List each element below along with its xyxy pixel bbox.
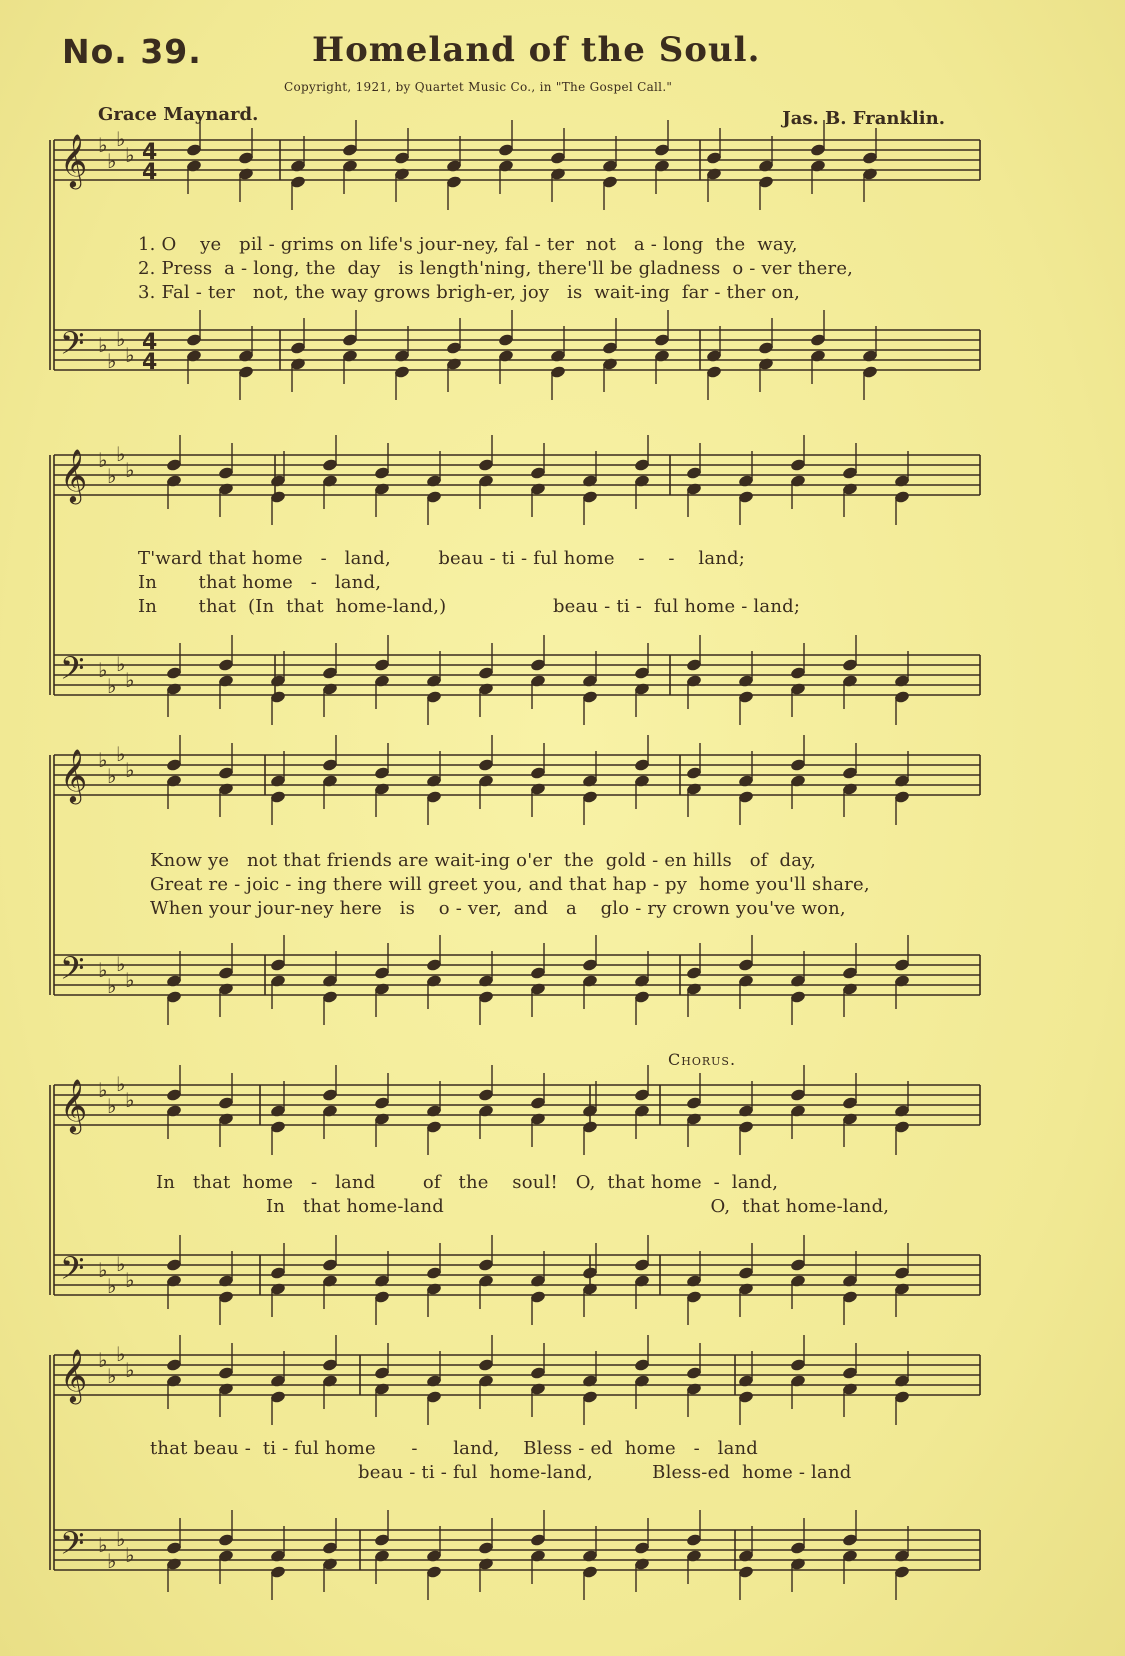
flat-sign-icon: ♭ xyxy=(125,1268,135,1292)
hymn-number: No. 39. xyxy=(62,32,202,71)
flat-sign-icon: ♭ xyxy=(125,343,135,367)
flat-sign-icon: ♭ xyxy=(125,668,135,692)
lyric-line-1-verse-1: 1. O ye pil - grims on life's jour-ney, fal - ter not a - long the way, xyxy=(138,234,798,255)
lyric-line-2-verse-3: In that (In that home-land,) beau - ti - ful home - land; xyxy=(138,596,801,617)
flat-sign-icon: ♭ xyxy=(107,674,117,698)
time-signature-top: 4 xyxy=(142,330,158,355)
treble-clef-icon: 𝄞 xyxy=(60,133,88,187)
flat-sign-icon: ♭ xyxy=(98,1533,108,1557)
lyricist-credit: Grace Maynard. xyxy=(98,104,259,125)
flat-sign-icon: ♭ xyxy=(125,1358,135,1382)
flat-sign-icon: ♭ xyxy=(125,968,135,992)
flat-sign-icon: ♭ xyxy=(125,458,135,482)
flat-sign-icon: ♭ xyxy=(116,442,126,466)
flat-sign-icon: ♭ xyxy=(98,448,108,472)
time-signature-top: 4 xyxy=(142,140,158,165)
lyric-line-3-verse-2: Great re - joic - ing there will greet you, and that hap - py home you'll share, xyxy=(150,874,870,895)
music-system-1 xyxy=(50,140,980,370)
flat-sign-icon: ♭ xyxy=(116,1252,126,1276)
flat-sign-icon: ♭ xyxy=(107,1094,117,1118)
lyric-line-1-verse-2: 2. Press a - long, the day is length'ning, there'll be gladness o - ver there, xyxy=(138,258,854,279)
flat-sign-icon: ♭ xyxy=(107,349,117,373)
flat-sign-icon: ♭ xyxy=(98,958,108,982)
flat-sign-icon: ♭ xyxy=(107,764,117,788)
flat-sign-icon: ♭ xyxy=(116,327,126,351)
lyric-line-5-main: that beau - ti - ful home - land, Bless - ed home - land xyxy=(150,1438,759,1459)
flat-sign-icon: ♭ xyxy=(98,748,108,772)
lyric-line-2-verse-1: T'ward that home - land, beau - ti - ful home - - land; xyxy=(138,548,746,569)
flat-sign-icon: ♭ xyxy=(116,1527,126,1551)
lyric-line-3-verse-1: Know ye not that friends are wait-ing o'er the gold - en hills of day, xyxy=(150,850,817,871)
chorus-label: Chorus. xyxy=(668,1050,737,1069)
bass-clef-icon: 𝄢 xyxy=(60,1525,85,1569)
flat-sign-icon: ♭ xyxy=(98,1348,108,1372)
flat-sign-icon: ♭ xyxy=(107,1364,117,1388)
flat-sign-icon: ♭ xyxy=(98,1258,108,1282)
time-signature-bottom: 4 xyxy=(142,160,158,185)
treble-clef-icon: 𝄞 xyxy=(60,1078,88,1132)
flat-sign-icon: ♭ xyxy=(107,1549,117,1573)
time-signature-bottom: 4 xyxy=(142,350,158,375)
flat-sign-icon: ♭ xyxy=(98,658,108,682)
bass-clef-icon: 𝄢 xyxy=(60,650,85,694)
flat-sign-icon: ♭ xyxy=(116,127,126,151)
flat-sign-icon: ♭ xyxy=(98,133,108,157)
flat-sign-icon: ♭ xyxy=(107,1274,117,1298)
lyric-line-4-echo: In that home-land O, that home-land, xyxy=(266,1196,890,1217)
treble-clef-icon: 𝄞 xyxy=(60,1348,88,1402)
flat-sign-icon: ♭ xyxy=(98,333,108,357)
hymn-title: Homeland of the Soul. xyxy=(312,30,761,70)
flat-sign-icon: ♭ xyxy=(125,1543,135,1567)
lyric-line-1-verse-3: 3. Fal - ter not, the way grows brigh-er, joy is wait-ing far - ther on, xyxy=(138,282,801,303)
flat-sign-icon: ♭ xyxy=(116,1072,126,1096)
composer-credit: Jas. B. Franklin. xyxy=(782,108,945,129)
flat-sign-icon: ♭ xyxy=(116,742,126,766)
flat-sign-icon: ♭ xyxy=(116,1342,126,1366)
flat-sign-icon: ♭ xyxy=(107,149,117,173)
lyric-line-5-echo: beau - ti - ful home-land, Bless-ed home - land xyxy=(358,1462,852,1483)
flat-sign-icon: ♭ xyxy=(107,974,117,998)
treble-clef-icon: 𝄞 xyxy=(60,748,88,802)
flat-sign-icon: ♭ xyxy=(125,758,135,782)
flat-sign-icon: ♭ xyxy=(116,652,126,676)
flat-sign-icon: ♭ xyxy=(116,952,126,976)
copyright-notice: Copyright, 1921, by Quartet Music Co., in "The Gospel Call." xyxy=(284,80,673,94)
flat-sign-icon: ♭ xyxy=(107,464,117,488)
lyric-line-2-verse-2: In that home - land, xyxy=(138,572,382,593)
lyric-line-3-verse-3: When your jour-ney here is o - ver, and a glo - ry crown you've won, xyxy=(150,898,846,919)
flat-sign-icon: ♭ xyxy=(98,1078,108,1102)
flat-sign-icon: ♭ xyxy=(125,143,135,167)
bass-clef-icon: 𝄢 xyxy=(60,1250,85,1294)
flat-sign-icon: ♭ xyxy=(125,1088,135,1112)
lyric-line-4-main: In that home - land of the soul! O, that home - land, xyxy=(156,1172,779,1193)
treble-clef-icon: 𝄞 xyxy=(60,448,88,502)
bass-clef-icon: 𝄢 xyxy=(60,325,85,369)
bass-clef-icon: 𝄢 xyxy=(60,950,85,994)
